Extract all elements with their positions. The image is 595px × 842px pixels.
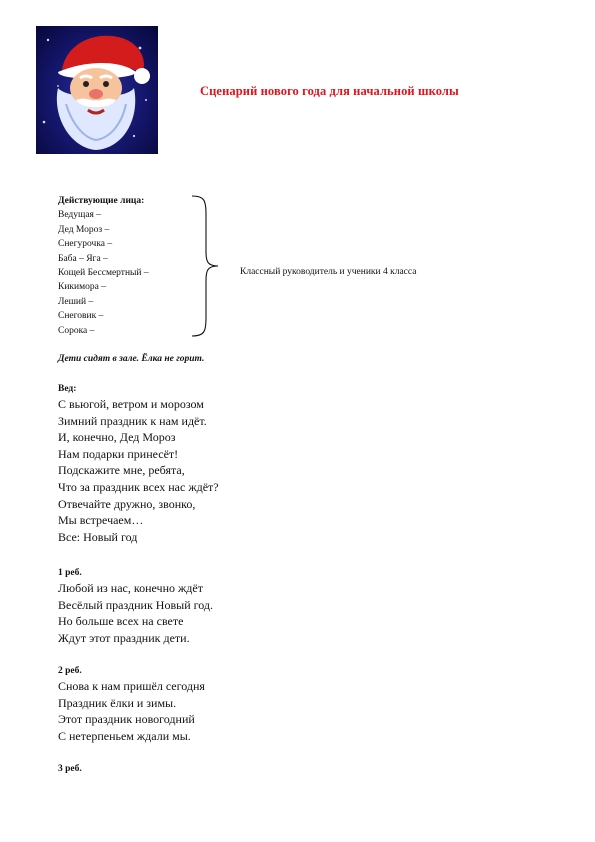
curly-brace-icon	[190, 194, 220, 338]
verse-line: С вьюгой, ветром и морозом	[58, 397, 204, 411]
cast-role: Кикимора –	[58, 282, 106, 293]
verse-line: Нам подарки принесёт!	[58, 446, 179, 461]
cast-role: Снеговик –	[58, 311, 104, 322]
dialogue-block	[58, 664, 205, 744]
speaker-label: 3 реб.	[58, 764, 82, 774]
speaker-label: 1 реб.	[58, 568, 82, 578]
santa-claus-illustration	[36, 26, 158, 154]
verse-line: Но больше всех на свете	[58, 614, 184, 629]
verse-line: Отвечайте дружно, звонко,	[58, 496, 196, 511]
verse-line: Подскажите мне, ребята,	[58, 463, 185, 478]
verse-line: Все: Новый год	[58, 529, 138, 544]
cast-role: Кощей Бессмертный –	[58, 268, 149, 279]
cast-heading: Действующие лица:	[58, 196, 145, 206]
verse-line: И, конечно, Дед Мороз	[58, 430, 176, 445]
verse-line: Снова к нам пришёл сегодня	[58, 679, 205, 693]
verse-line: Что за праздник всех нас ждёт?	[58, 479, 219, 494]
verse-line: С нетерпеньем ждали мы.	[58, 728, 191, 743]
stage-direction: Дети сидят в зале. Ёлка не горит.	[58, 354, 205, 364]
cast-role: Сорока –	[58, 325, 95, 336]
verse-line: Мы встречаем…	[58, 513, 144, 528]
cast-role: Баба – Яга –	[58, 253, 108, 264]
cast-role: Дед Мороз –	[58, 224, 110, 235]
cast-role: Снегурочка –	[58, 239, 113, 250]
verse-line: Весёлый праздник Новый год.	[58, 597, 214, 612]
cast-role: Леший –	[58, 296, 94, 307]
verse-line: Праздник ёлки и зимы.	[58, 695, 177, 710]
cast-list	[58, 194, 149, 338]
verse-line: Ждут этот праздник дети.	[58, 630, 190, 645]
speaker-label: Вед:	[58, 384, 77, 394]
verse-line: Зимний праздник к нам идёт.	[58, 413, 207, 428]
dialogue-block	[58, 566, 213, 646]
verse-line: Этот праздник новогодний	[58, 712, 195, 727]
dialogue-block	[58, 382, 219, 545]
dialogue-block	[58, 762, 82, 776]
verse-line: Любой из нас, конечно ждёт	[58, 581, 203, 595]
page-title: Сценарий нового года для начальной школы	[200, 84, 459, 98]
speaker-label: 2 реб.	[58, 666, 82, 676]
cast-role: Ведущая –	[58, 210, 102, 221]
cast-performers-label: Классный руководитель и ученики 4 класса	[240, 267, 417, 277]
santa-claus-icon	[36, 26, 158, 154]
